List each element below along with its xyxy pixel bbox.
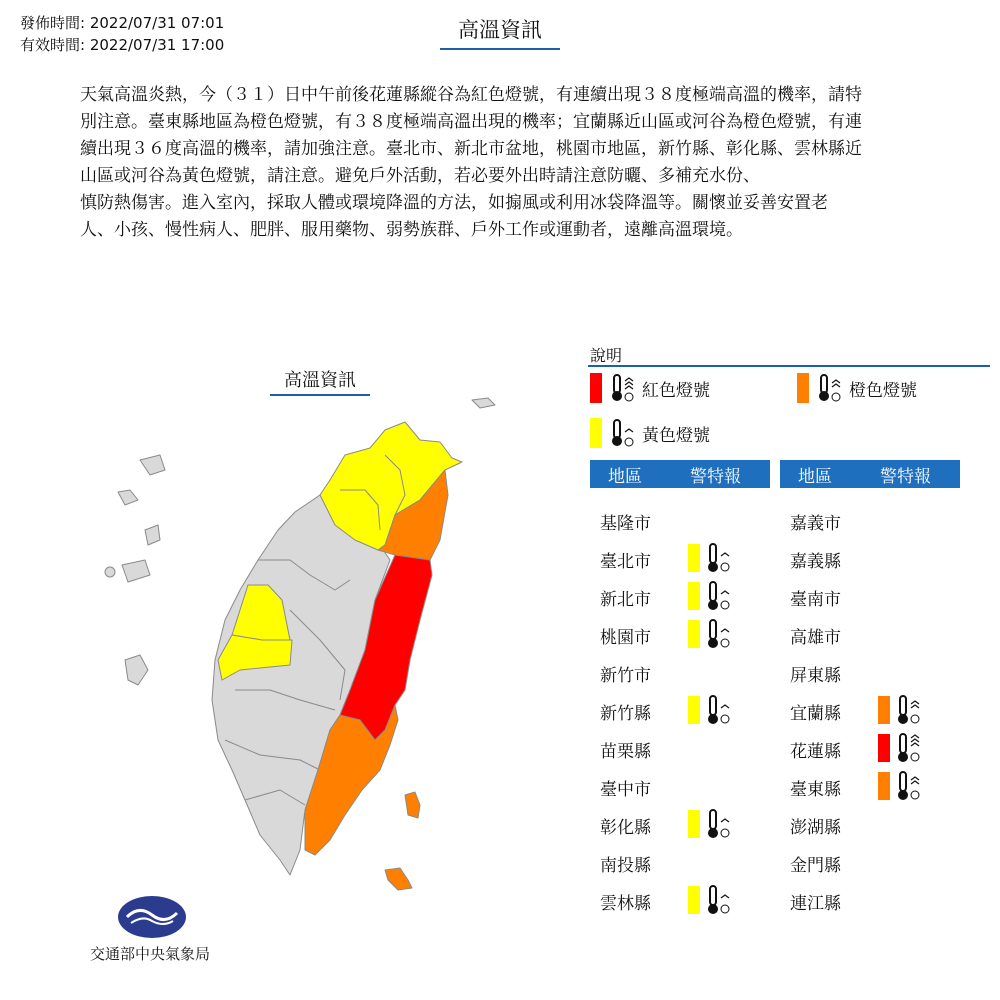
island-penghu-1 [140,455,165,475]
region-name: 桃園市 [600,628,651,648]
thermometer-red-icon [610,373,636,403]
valid-time: 有效時間: 2022/07/31 17:00 [20,36,225,54]
region-name: 臺北市 [600,552,651,572]
taiwan-map [100,360,500,960]
table-row [590,767,770,805]
thermometer-yellow-icon [706,808,732,845]
table-row [590,653,770,691]
legend-label-red: 紅色燈號 [642,380,710,401]
table-row [780,691,960,729]
description-line: 慎防熱傷害。進入室內，採取人體或環境降溫的方法，如搧風或利用冰袋降溫等。關懷並妥善安置老 [80,193,828,213]
table-header-left [590,460,770,488]
level-bar-yellow [688,582,700,610]
region-name: 屏東縣 [790,666,841,686]
table-row [780,653,960,691]
legend-label-yellow: 黃色燈號 [642,425,710,446]
level-bar-yellow [688,810,700,838]
table-row [780,501,960,539]
header-warning: 警特報 [690,466,741,487]
description-line: 天氣高溫炎熱，今（３１）日中午前後花蓮縣縱谷為紅色燈號，有連續出現３８度極端高溫的機率，請特 [80,85,862,105]
table-row [590,501,770,539]
legend-item-red [590,373,710,403]
table-row [590,729,770,767]
island-penghu-2 [118,490,138,505]
region-name: 宜蘭縣 [790,704,841,724]
table-row [780,615,960,653]
description [80,82,920,244]
region-name: 南投縣 [600,856,651,876]
region-name: 連江縣 [790,894,841,914]
issue-time: 發佈時間: 2022/07/31 07:01 [20,14,225,32]
table-row [780,729,960,767]
thermometer-yellow-icon [706,884,732,921]
island-orchid [385,868,412,890]
region-name: 臺東縣 [790,780,841,800]
island-guishan [472,398,495,408]
header-warning: 警特報 [880,466,931,487]
legend-item-orange [797,373,917,403]
table-row [590,577,770,615]
thermometer-red-icon [896,732,922,769]
region-name: 新竹縣 [600,704,651,724]
description-line: 人、小孩、慢性病人、肥胖、服用藥物、弱勢族群、戶外工作或運動者，遠離高溫環境。 [80,220,743,240]
level-bar-yellow [688,544,700,572]
description-line: 別注意。臺東縣地區為橙色燈號，有３８度極端高溫出現的機率；宜蘭縣近山區或河谷為橙色燈號，有連 [80,112,862,132]
table-row [590,615,770,653]
thermometer-orange-icon [817,373,843,403]
island-penghu-4 [122,560,150,582]
table-row [590,881,770,919]
description-line: 山區或河谷為黃色燈號，請注意。避免戶外活動，若必要外出時請注意防曬、多補充水份、 [80,166,760,186]
description-line: 續出現３６度高溫的機率，請加強注意。臺北市、新北市盆地，桃園市地區，新竹縣、彰化縣、雲林縣近 [80,139,862,159]
region-name: 新北市 [600,590,651,610]
region-name: 嘉義縣 [790,552,841,572]
level-bar-orange [878,772,890,800]
thermometer-yellow-icon [706,694,732,731]
table-row [590,843,770,881]
level-bar-yellow [688,696,700,724]
page-title: 高溫資訊 [440,14,560,50]
thermometer-orange-icon [896,770,922,807]
region-name: 高雄市 [790,628,841,648]
region-name: 臺南市 [790,590,841,610]
region-name: 彰化縣 [600,818,651,838]
legend-swatch-yellow [590,418,602,448]
level-bar-red [878,734,890,762]
thermometer-yellow-icon [706,580,732,617]
table-row [780,805,960,843]
legend-swatch-orange [797,373,809,403]
region-name: 新竹市 [600,666,651,686]
region-name: 嘉義市 [790,514,841,534]
level-bar-yellow [688,620,700,648]
table-row [780,843,960,881]
thermometer-yellow-icon [610,418,636,448]
thermometer-yellow-icon [706,542,732,579]
island-green [405,792,420,818]
legend-divider [588,365,990,367]
region-name: 臺中市 [600,780,651,800]
legend-title: 說明 [590,346,623,365]
legend-swatch-red [590,373,602,403]
thermometer-yellow-icon [706,618,732,655]
region-name: 花蓮縣 [790,742,841,762]
agency-name: 交通部中央氣象局 [89,945,210,963]
header-region: 地區 [608,466,642,487]
thermometer-orange-icon [896,694,922,731]
island-penghu-3 [145,525,160,545]
legend-label-orange: 橙色燈號 [849,380,917,401]
region-name: 苗栗縣 [600,742,651,762]
island-penghu-6 [125,655,148,685]
map-title: 高溫資訊 [270,366,370,396]
table-row [590,539,770,577]
legend-item-yellow [590,418,710,448]
level-bar-orange [878,696,890,724]
region-name: 雲林縣 [600,894,651,914]
issue-meta [20,12,224,56]
table-row [780,577,960,615]
table-row [780,881,960,919]
header-region: 地區 [798,466,832,487]
table-row [590,805,770,843]
region-name: 澎湖縣 [790,818,841,838]
cwb-logo [117,895,187,939]
table-header-right [780,460,960,488]
region-name: 金門縣 [790,856,841,876]
table-row [780,767,960,805]
level-bar-yellow [688,886,700,914]
table-row [590,691,770,729]
region-name: 基隆市 [600,514,651,534]
island-penghu-5 [105,567,115,577]
table-row [780,539,960,577]
